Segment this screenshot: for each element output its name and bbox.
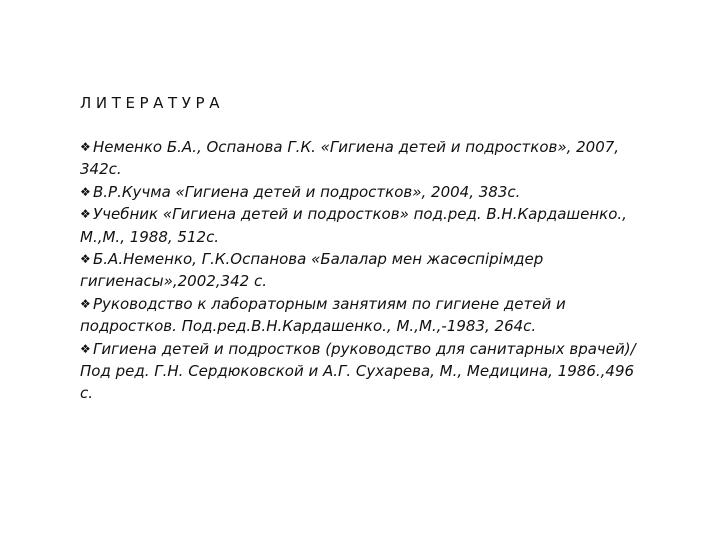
diamond-bullet-icon: ❖ (80, 341, 91, 356)
list-item (80, 136, 650, 181)
reference-text: Гигиена детей и подростков (руководство для санитарных врачей)/Под ред. Г.Н. Сердюковской и А.Г. Сухарева, М., Медицина, 1986.,496 с. (80, 339, 636, 403)
reference-text: Учебник «Гигиена детей и подростков» под.ред. В.Н.Кардашенко., М.,М., 1988, 512с. (80, 205, 627, 246)
list-item (80, 338, 650, 405)
list-item (80, 203, 650, 248)
reference-text: Неменко Б.А., Оспанова Г.К. «Гигиена детей и подростков», 2007, 342с. (80, 138, 620, 179)
list-item (80, 248, 650, 293)
diamond-bullet-icon: ❖ (80, 296, 91, 311)
diamond-bullet-icon: ❖ (80, 184, 91, 199)
reference-text: Б.А.Неменко, Г.К.Оспанова «Балалар мен жасөспірімдер гигиенасы»,2002,342 с. (80, 250, 544, 291)
reference-list (80, 136, 650, 405)
page-title: ЛИТЕРАТУРА (80, 94, 225, 112)
reference-text: В.Р.Кучма «Гигиена детей и подростков», 2004, 383с. (93, 182, 521, 201)
diamond-bullet-icon: ❖ (80, 252, 91, 267)
list-item (80, 181, 650, 203)
diamond-bullet-icon: ❖ (80, 140, 91, 154)
list-item (80, 293, 650, 338)
reference-text: Руководство к лабораторным занятиям по гигиене детей и подростков. Под.ред.В.Н.Кардашенко., М.,М.,-1983, 264с. (80, 294, 566, 336)
diamond-bullet-icon: ❖ (80, 207, 91, 222)
